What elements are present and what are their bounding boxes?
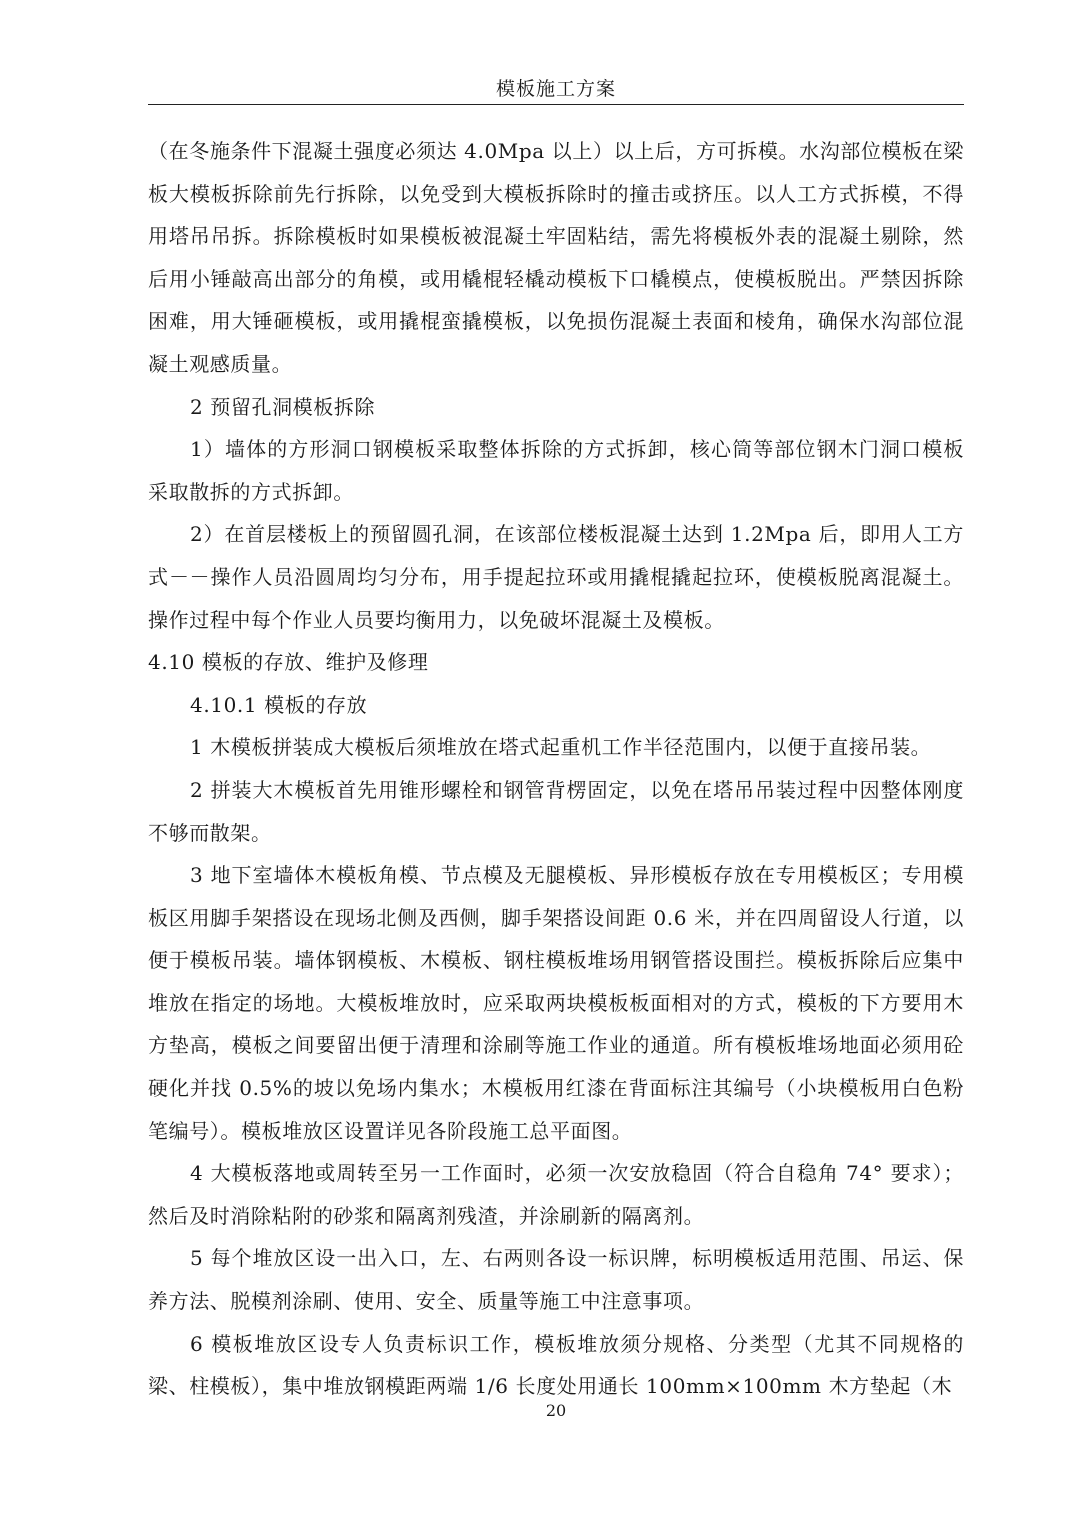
header-divider <box>148 104 964 105</box>
paragraph-point-5: 5 每个堆放区设一出入口，左、右两则各设一标识牌，标明模板适用范围、吊运、保养方法、脱模剂涂刷、使用、安全、质量等施工中注意事项。 <box>148 1246 964 1314</box>
paragraph-point-2: 2 拼装大木模板首先用锥形螺栓和钢管背楞固定，以免在塔吊吊装过程中因整体刚度不够而散架。 <box>148 777 964 845</box>
section-heading-4-10: 4.10 模板的存放、维护及修理 <box>148 650 429 675</box>
paragraph-point-4: 4 大模板落地或周转至另一工作面时，必须一次安放稳固（符合自稳角 74° 要求）；然后及时消除粘附的砂浆和隔离剂残渣，并涂刷新的隔离剂。 <box>148 1161 964 1228</box>
paragraph-item-2: 2）在首层楼板上的预留圆孔洞，在该部位楼板混凝土达到 1.2Mpa 后，即用人工方式－－操作人员沿圆周均匀分布，用手提起拉环或用撬棍撬起拉环，使模板脱离混凝土。操作过程中每个作业人员要均衡用力，以免破坏混凝土及模板。 <box>148 522 964 632</box>
subheading-reserved-holes: 2 预留孔洞模板拆除 <box>190 394 376 419</box>
page-header-title: 模板施工方案 <box>495 78 616 100</box>
page-number: 20 <box>545 1401 567 1420</box>
paragraph-item-1: 1）墙体的方形洞口钢模板采取整体拆除的方式拆卸，核心筒等部位钢木门洞口模板采取散拆的方式拆卸。 <box>148 437 964 504</box>
paragraph-point-3: 3 地下室墙体木模板角模、节点模及无腿模板、异形模板存放在专用模板区；专用模板区用脚手架搭设在现场北侧及西侧，脚手架搭设间距 0.6 米，并在四周留设人行道，以便于模板吊装。墙体钢模板、木模板、钢柱模板堆场用钢管搭设围拦。模板拆除后应集中堆放在指定的场地。大模板堆放时，应采取两块模板板面相对的方式，模板的下方要用木方垫高，模板之间要留出便于清理和涂刷等施工作业的通道。所有模板堆场地面必须用砼硬化并找 0.5%的坡以免场内集水；木模板用红漆在背面标注其编号（小块模板用白色粉笔编号）。模板堆放区设置详见各阶段施工总平面图。 <box>148 863 964 1143</box>
document-body <box>148 130 964 1408</box>
paragraph-point-1: 1 木模板拼装成大模板后须堆放在塔式起重机工作半径范围内，以便于直接吊装。 <box>190 735 932 760</box>
paragraph-point-6: 6 模板堆放区设专人负责标识工作，模板堆放须分规格、分类型（尤其不同规格的梁、柱模板），集中堆放钢模距两端 1/6 长度处用通长 100mm×100mm 木方垫起（木 <box>148 1331 964 1399</box>
paragraph-continued: （在冬施条件下混凝土强度必须达 4.0Mpa 以上）以上后，方可拆模。水沟部位模板在梁板大模板拆除前先行拆除，以免受到大模板拆除时的撞击或挤压。以人工方式拆模，不得用塔吊吊拆。拆除模板时如果模板被混凝土牢固粘结，需先将模板外表的混凝土剔除，然后用小锤敲高出部分的角模，或用橇棍轻橇动模板下口橇模点，使模板脱出。严禁因拆除困难，用大锤砸模板，或用撬棍蛮撬模板，以免损伤混凝土表面和棱角，确保水沟部位混凝土观感质量。 <box>148 139 964 376</box>
subsection-heading-4-10-1: 4.10.1 模板的存放 <box>190 692 368 717</box>
